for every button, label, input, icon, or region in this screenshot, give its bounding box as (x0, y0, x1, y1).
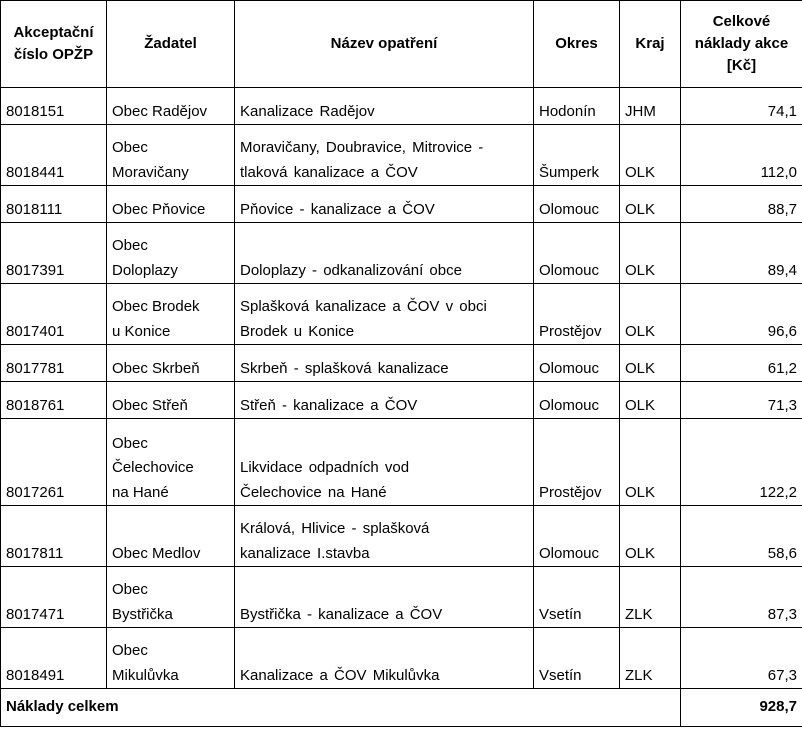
cell-measure: Králová, Hlivice - splašková kanalizace I.stavba (235, 506, 534, 567)
header-id: Akceptační číslo OPŽP (1, 1, 107, 88)
cell-cost: 89,4 (681, 223, 802, 284)
cell-applicant: Obec Brodek u Konice (107, 284, 235, 345)
table-row (1, 223, 802, 284)
cell-applicant: Obec Moravičany (107, 125, 235, 186)
header-measure: Název opatření (235, 1, 534, 88)
table-row (1, 419, 802, 506)
cell-applicant: Obec Pňovice (107, 186, 235, 223)
cell-id: 8017391 (1, 223, 107, 284)
cell-district: Prostějov (534, 284, 620, 345)
cell-cost: 58,6 (681, 506, 802, 567)
header-region: Kraj (620, 1, 681, 88)
cell-cost: 61,2 (681, 345, 802, 382)
header-district: Okres (534, 1, 620, 88)
cell-measure: Střeň - kanalizace a ČOV (235, 382, 534, 419)
cell-cost: 74,1 (681, 88, 802, 125)
cell-id: 8017811 (1, 506, 107, 567)
cell-id: 8017261 (1, 419, 107, 506)
cell-measure: Kanalizace Radějov (235, 88, 534, 125)
table-body (1, 88, 802, 689)
cell-applicant: Obec Čelechovice na Hané (107, 419, 235, 506)
cell-cost: 87,3 (681, 567, 802, 628)
cell-district: Olomouc (534, 186, 620, 223)
table-row (1, 284, 802, 345)
cell-measure: Pňovice - kanalizace a ČOV (235, 186, 534, 223)
table-row (1, 125, 802, 186)
cell-measure: Kanalizace a ČOV Mikulůvka (235, 628, 534, 689)
cell-cost: 71,3 (681, 382, 802, 419)
cell-applicant: Obec Skrbeň (107, 345, 235, 382)
table-row (1, 345, 802, 382)
cell-region: JHM (620, 88, 681, 125)
cell-region: OLK (620, 419, 681, 506)
cell-region: ZLK (620, 628, 681, 689)
table-row (1, 567, 802, 628)
total-label: Náklady celkem (1, 689, 681, 727)
cell-applicant: Obec Doloplazy (107, 223, 235, 284)
cell-applicant: Obec Střeň (107, 382, 235, 419)
cell-district: Hodonín (534, 88, 620, 125)
table-row (1, 88, 802, 125)
cell-region: OLK (620, 186, 681, 223)
cell-district: Vsetín (534, 628, 620, 689)
cell-region: OLK (620, 345, 681, 382)
cell-id: 8018761 (1, 382, 107, 419)
cell-cost: 96,6 (681, 284, 802, 345)
cell-applicant: Obec Mikulůvka (107, 628, 235, 689)
cell-id: 8018491 (1, 628, 107, 689)
cell-region: OLK (620, 125, 681, 186)
cell-measure: Likvidace odpadních vod Čelechovice na Hané (235, 419, 534, 506)
cell-measure: Splašková kanalizace a ČOV v obci Brodek u Konice (235, 284, 534, 345)
cell-region: ZLK (620, 567, 681, 628)
cell-district: Prostějov (534, 419, 620, 506)
cell-id: 8018441 (1, 125, 107, 186)
cell-id: 8018151 (1, 88, 107, 125)
cell-applicant: Obec Medlov (107, 506, 235, 567)
cell-cost: 112,0 (681, 125, 802, 186)
cell-id: 8017471 (1, 567, 107, 628)
cell-measure: Skrbeň - splašková kanalizace (235, 345, 534, 382)
cell-district: Šumperk (534, 125, 620, 186)
cell-cost: 122,2 (681, 419, 802, 506)
total-value: 928,7 (681, 689, 802, 727)
cell-applicant: Obec Bystřička (107, 567, 235, 628)
cell-measure: Doloplazy - odkanalizování obce (235, 223, 534, 284)
table-row (1, 506, 802, 567)
cell-cost: 88,7 (681, 186, 802, 223)
cell-applicant: Obec Radějov (107, 88, 235, 125)
cell-id: 8018111 (1, 186, 107, 223)
cell-region: OLK (620, 382, 681, 419)
header-row (1, 1, 802, 88)
cell-measure: Bystřička - kanalizace a ČOV (235, 567, 534, 628)
cell-district: Olomouc (534, 382, 620, 419)
cell-id: 8017401 (1, 284, 107, 345)
cell-id: 8017781 (1, 345, 107, 382)
cell-district: Olomouc (534, 223, 620, 284)
cell-region: OLK (620, 284, 681, 345)
total-row (1, 689, 802, 727)
cell-region: OLK (620, 506, 681, 567)
header-applicant: Žadatel (107, 1, 235, 88)
header-cost: Celkové náklady akce [Kč] (681, 1, 802, 88)
cell-district: Olomouc (534, 506, 620, 567)
cell-district: Vsetín (534, 567, 620, 628)
table-row (1, 382, 802, 419)
table-row (1, 628, 802, 689)
cell-district: Olomouc (534, 345, 620, 382)
cell-measure: Moravičany, Doubravice, Mitrovice - tlaková kanalizace a ČOV (235, 125, 534, 186)
cell-cost: 67,3 (681, 628, 802, 689)
table-row (1, 186, 802, 223)
cell-region: OLK (620, 223, 681, 284)
